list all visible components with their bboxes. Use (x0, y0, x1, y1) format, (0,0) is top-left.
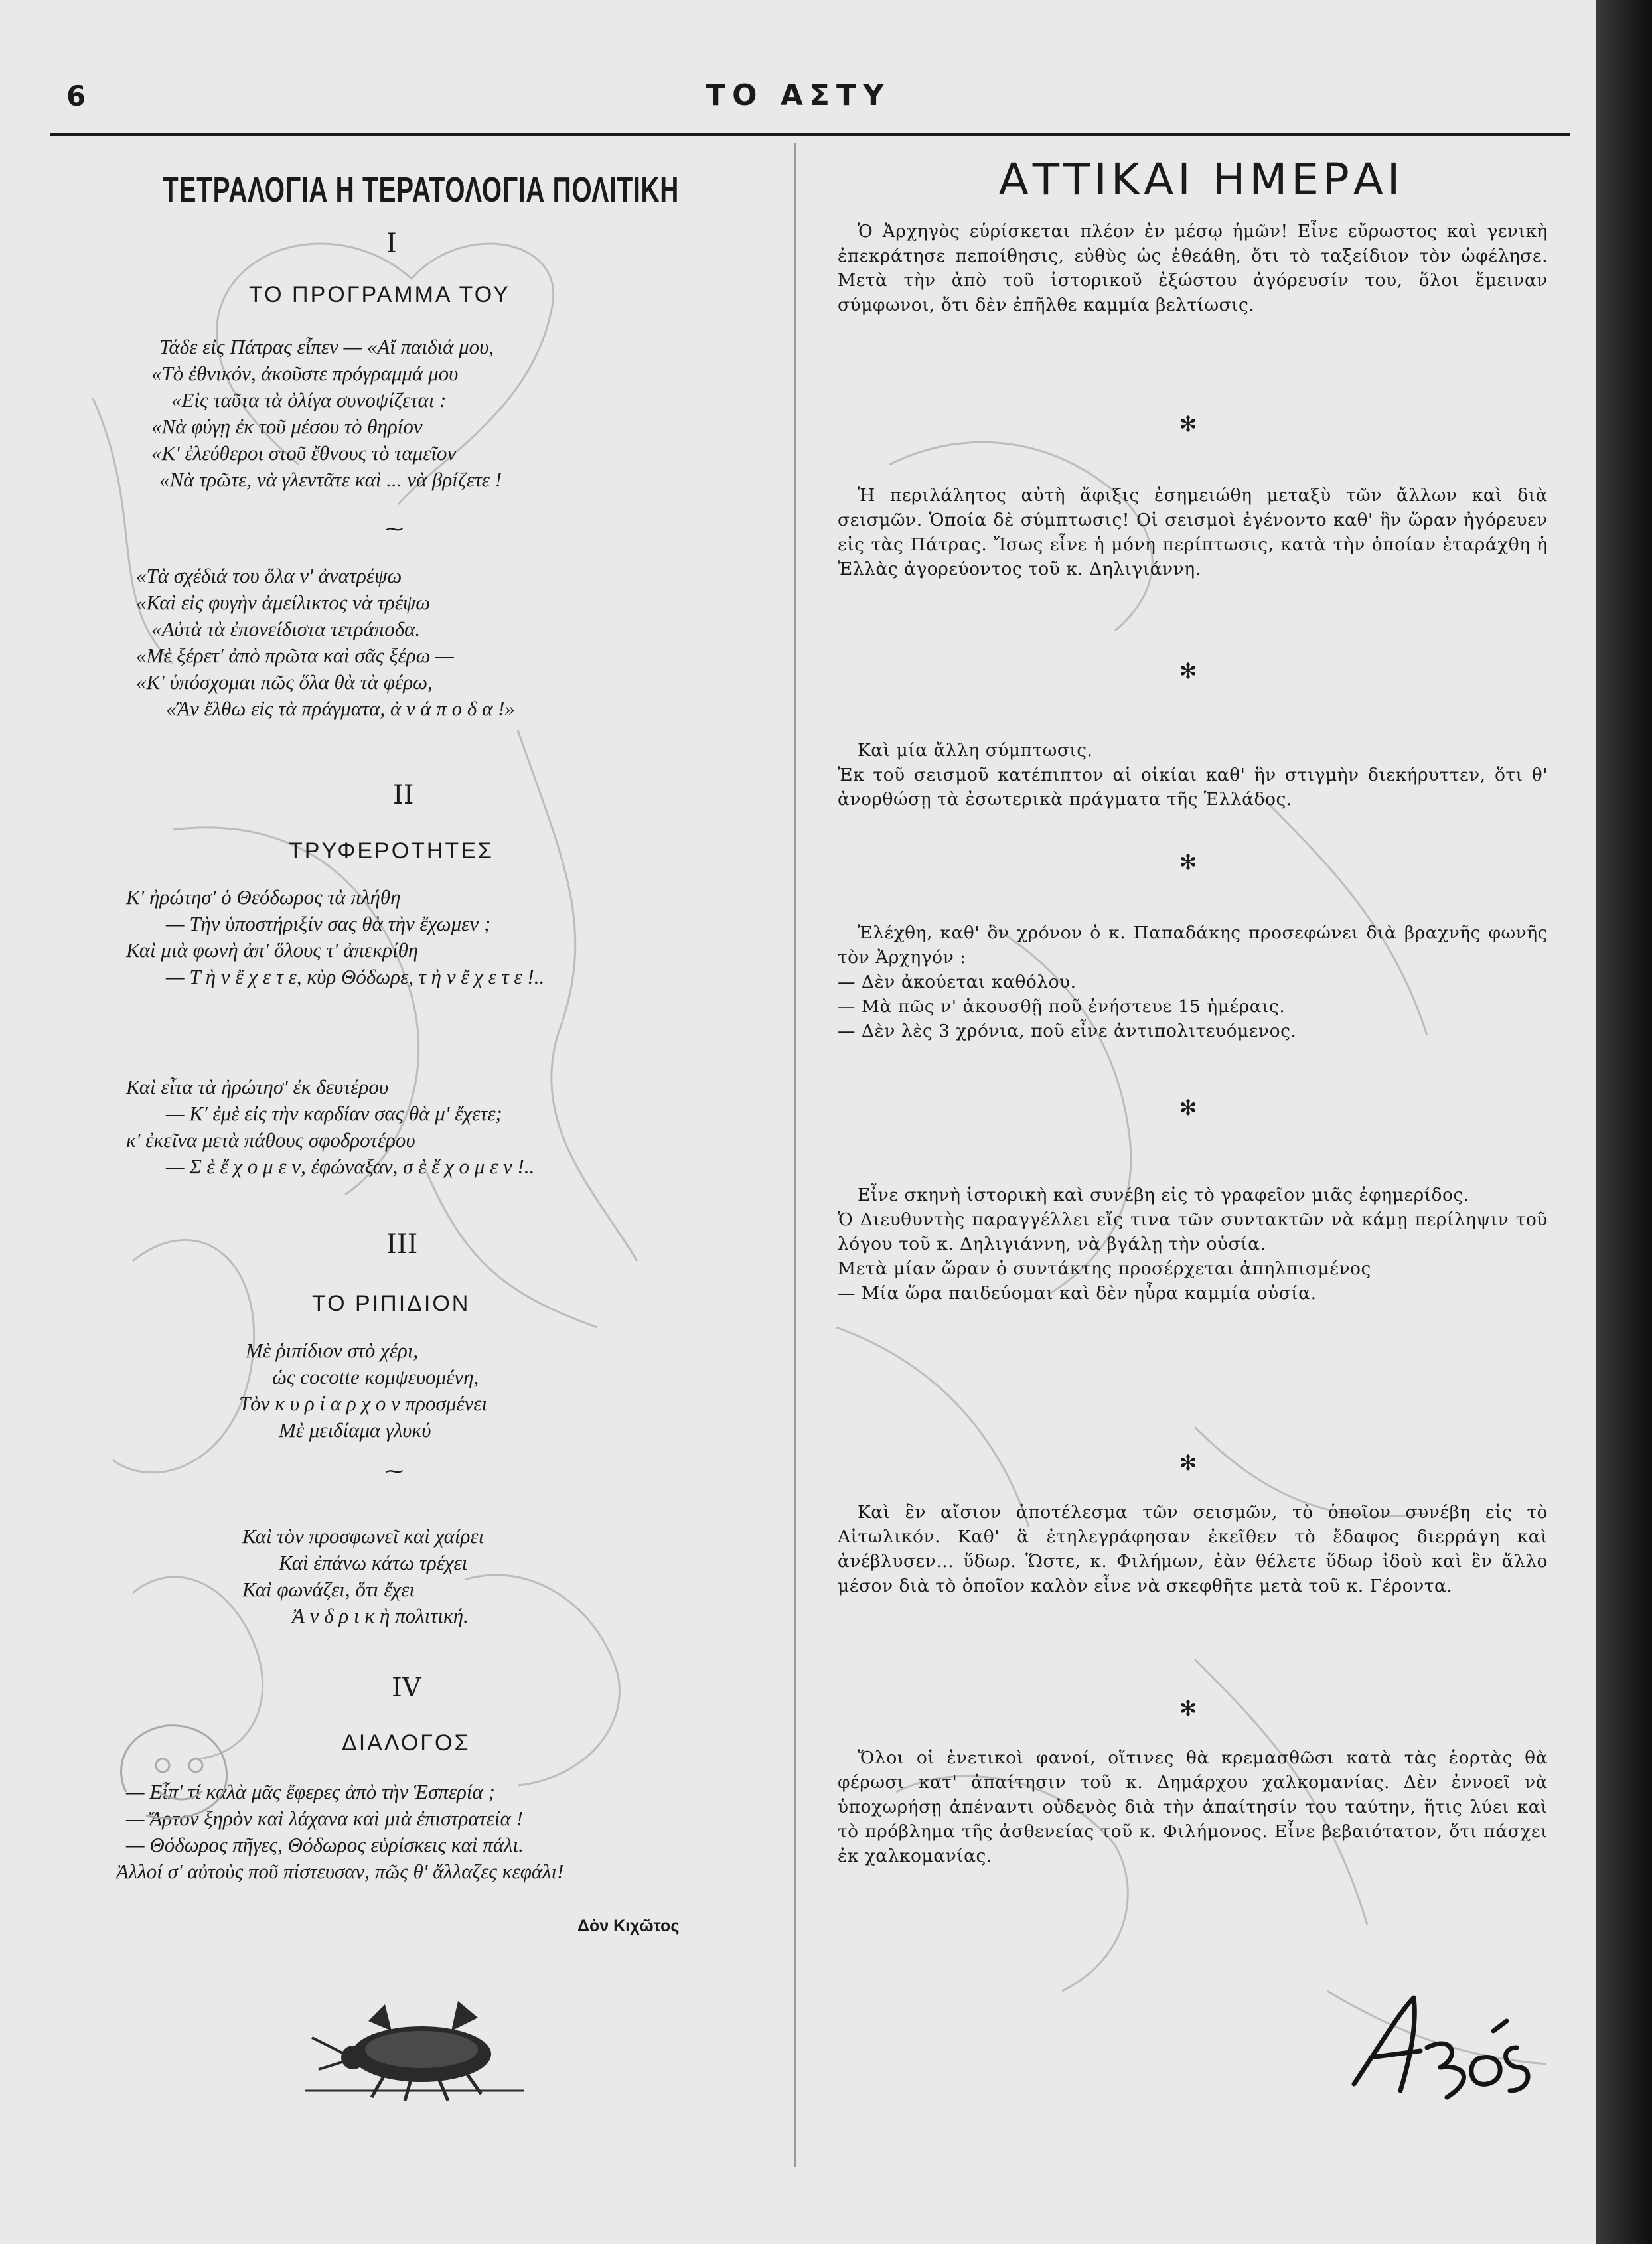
article-paragraph (838, 896, 1548, 1068)
scan-edge-shadow (1596, 0, 1652, 2244)
article-paragraph (838, 483, 1548, 581)
verse-line: — Τ ὴ ν ἔ χ ε τ ε, κὺρ Θόδωρε, τ ὴ ν ἔ χ ε τ ε !.. (166, 965, 545, 988)
page-number: 6 (66, 80, 86, 112)
article-paragraph (838, 713, 1548, 836)
paragraph-text: Εἶνε σκηνὴ ἱστορικὴ καὶ συνέβη εἰς τὸ γραφεῖον μιᾶς ἐφημερίδος. Ὁ Διευθυντὴς παραγγέλλει εἴς τινα τῶν συντακτῶν νὰ κάμῃ περίληψιν τοῦ λόγου τοῦ κ. Δηλιγιάννη, νὰ βγάλῃ τὴν οὐσία. Μετὰ μίαν ὥραν ὁ συντάκτης προσέρχεται ἀπηλπισμένος — Μία ὥρα παιδεύομαι καὶ δὲν ηὗρα καμμία οὐσία. (838, 1185, 1548, 1304)
paragraph-text: Ἡ περιλάλητος αὐτὴ ἄφιξις ἐσημειώθη μεταξὺ τῶν ἄλλων καὶ διὰ σεισμῶν. Ὁποία δὲ σύμπτωσις! Οἱ σεισμοὶ ἐγένοντο καθ' ἣν ὥραν ἠγόρευεν εἰς τὰς Πάτρας. Ἴσως εἶνε ἡ μόνη περίπτωσις, κατὰ τὴν ὁποίαν ἐταράχθη ἡ Ἑλλὰς ἀγορεύοντος τοῦ κ. Δηλιγιάννη. (838, 485, 1548, 579)
separator-star-icon: ✻ (1179, 850, 1197, 875)
verse-line: «Νὰ τρῶτε, νὰ γλεντᾶτε καὶ ... νὰ βρίζετε ! (159, 468, 502, 491)
verse-line: ὡς cocotte κομψευομένη, (272, 1365, 479, 1388)
verse-line: «Κ' ὑπόσχομαι πῶς ὅλα θὰ τὰ φέρω, (136, 670, 433, 694)
verse-line: «Ἂν ἔλθω εἰς τὰ πράγματα, ἀ ν ά π ο δ α !» (166, 697, 515, 720)
verse-line: Καὶ φωνάζει, ὅτι ἔχει (242, 1578, 415, 1601)
verse-line: — Ἄρτον ξηρὸν καὶ λάχανα καὶ μιὰ ἐπιστρατεία ! (126, 1807, 523, 1830)
verse-line: «Καὶ εἰς φυγὴν ἀμείλικτος νὰ τρέψω (136, 591, 431, 614)
verse-line: «Τὰ σχέδιά του ὅλα ν' ἀνατρέψω (136, 564, 402, 587)
handwritten-signature (1341, 1984, 1560, 2104)
verse-line: «Κ' ἐλεύθεροι στοῦ ἔθνους τὸ ταμεῖον (151, 441, 457, 465)
section-heading: ΤΟ ΠΡΟΓΡΑΜΜΑ ΤΟΥ (249, 282, 510, 307)
section-number: Ι (386, 228, 397, 259)
separator-star-icon: ✻ (1179, 1696, 1197, 1721)
verse-line: — Κ' ἐμὲ εἰς τὴν καρδίαν σας θὰ μ' ἔχετε; (166, 1102, 502, 1125)
verse-line: Ἀ ν δ ρ ι κ ὴ πολιτική. (292, 1604, 469, 1627)
verse-line: Καὶ ἐπάνω κάτω τρέχει (279, 1551, 468, 1574)
masthead-title: ΤΟ ΑΣΤΥ (706, 78, 891, 112)
verse-line: Τὸν κ υ ρ ί α ρ χ ο ν προσμένει (239, 1392, 488, 1415)
article-paragraph (838, 1158, 1548, 1330)
verse-line: «Μὲ ξέρετ' ἀπὸ πρῶτα καὶ σᾶς ξέρω — (136, 644, 454, 667)
verse-line: Ἀλλοί σ' αὐτοὺς ποῦ πίστευσαν, πῶς θ' ἄλλαζες κεφάλι! (116, 1860, 564, 1883)
left-author-signature: Δὸν Κιχῶτος (577, 1917, 680, 1935)
column-divider (794, 143, 796, 2167)
verse-line: Τάδε εἰς Πάτρας εἶπεν — «Αἴ παιδιά μου, (159, 335, 494, 358)
verse-line: «Νὰ φύγῃ ἐκ τοῦ μέσου τὸ θηρίον (151, 415, 423, 438)
header-divider (50, 133, 1570, 136)
section-number: ΙΙΙ (386, 1229, 418, 1260)
caricature-face-sketch (100, 1712, 272, 1832)
verse-line: «Τὸ ἐθνικόν, ἀκοῦστε πρόγραμμά μου (151, 362, 459, 385)
verse-line: Μὲ ῥιπίδιον στὸ χέρι, (246, 1339, 419, 1362)
paragraph-text: Καὶ ἓν αἴσιον ἀποτέλεσμα τῶν σεισμῶν, τὸ ὁποῖον συνέβη εἰς τὸ Αἰτωλικόν. Καθ' ἃ ἐτηλεγράφησαν ἐκεῖθεν τὸ ἔδαφος διερράγη καὶ ἀνέβλυσεν... ὕδωρ. Ὥστε, κ. Φιλήμων, ἐὰν θέλετε ὕδωρ ἰδοὺ καὶ ἓν ἄλλο μέσον διὰ τὸ ὁποῖον καλὸν εἶνε νὰ σκεφθῆτε μετὰ τοῦ κ. Γέροντα. (838, 1502, 1548, 1596)
verse-line: Καὶ τὸν προσφωνεῖ καὶ χαίρει (242, 1525, 485, 1548)
section-heading: ΤΟ ΡΙΠΙΔΙΟΝ (312, 1291, 471, 1316)
verse-line: — Εἶπ' τί καλὰ μᾶς ἔφερες ἀπὸ τὴν Ἑσπερία ; (126, 1780, 495, 1803)
verse-line: κ' ἐκεῖνα μετὰ πάθους σφοδροτέρου (126, 1128, 415, 1152)
verse-line: Κ' ἠρώτησ' ὁ Θεόδωρος τὰ πλήθη (126, 885, 401, 909)
verse-line: Καὶ εἶτα τὰ ἠρώτησ' ἐκ δευτέρου (126, 1075, 389, 1098)
separator-star-icon: ✻ (1179, 1450, 1197, 1475)
separator-star-icon: ✻ (1179, 411, 1197, 437)
separator-star-icon: ✻ (1179, 1095, 1197, 1120)
section-number: ΙΙ (393, 780, 414, 810)
article-paragraph (838, 1500, 1548, 1598)
left-article-title: ΤΕΤΡΑΛΟΓΙΑ Η ΤΕΡΑΤΟΛΟΓΙΑ ΠΟΛΙΤΙΚΗ (163, 170, 680, 210)
article-paragraph (838, 1746, 1548, 1868)
article-paragraph (838, 219, 1548, 317)
verse-line: Μὲ μειδίαμα γλυκύ (279, 1418, 431, 1442)
paragraph-text: Καὶ μία ἄλλη σύμπτωσις. Ἐκ τοῦ σεισμοῦ κατέπιπτον αἱ οἰκίαι καθ' ἣν στιγμὴν διεκήρυττεν, ὅτι θ' ἀνορθώσῃ τὰ ἐσωτερικὰ πράγματα τῆς Ἑλλάδος. (838, 740, 1548, 810)
section-number: ΙV (392, 1673, 421, 1703)
section-heading: ΤΡΥΦΕΡΟΤΗΤΕΣ (289, 838, 494, 863)
ornament-divider: ⁓ (385, 1460, 404, 1482)
verse-line: — Θόδωρος πῆγες, Θόδωρος εὑρίσκεις καὶ πάλι. (126, 1833, 524, 1856)
verse-line: — Σ ὲ ἔ χ ο μ ε ν, ἐφώναξαν, σ ὲ ἔ χ ο μ ε ν !.. (166, 1155, 535, 1178)
section-heading: ΔΙΑΛΟΓΟΣ (342, 1730, 471, 1756)
verse-line: «Αὐτὰ τὰ ἐπονείδιστα τετράποδα. (151, 617, 421, 640)
right-article-title: ΑΤΤΙΚΑΙ ΗΜΕΡΑΙ (998, 154, 1404, 205)
paragraph-text: Ἐλέχθη, καθ' ὃν χρόνον ὁ κ. Παπαδάκης προσεφώνει διὰ βραχνῆς φωνῆς τὸν Ἀρχηγόν : — Δὲν ἀκούεται καθόλου. — Μὰ πῶς ν' ἀκουσθῇ ποῦ ἐνήστευε 15 ἡμέραις. — Δὲν λὲς 3 χρόνια, ποῦ εἶνε ἀντιπολιτευόμενος. (838, 923, 1548, 1041)
paragraph-text: Ὅλοι οἱ ἑνετικοὶ φανοί, οἵτινες θὰ κρεμασθῶσι κατὰ τὰς ἑορτὰς θὰ φέρωσι κατ' ἀπαίτησιν τοῦ κ. Δημάρχου χαλκομανίας. Δὲν ἐννοεῖ νὰ ὑποχωρήσῃ ἀπέναντι οὐδενὸς διὰ τὴν ἀπαίτησίν του ταύτην, ἥτις λύει καὶ τὸ πρόβλημα τῆς ἀσθενείας τοῦ κ. Φιλήμονος. Εἶνε βεβαιότατον, ὅτι πάσχει ἐκ χαλκομανίας. (838, 1748, 1548, 1866)
verse-line: — Τὴν ὑποστήριξίν σας θὰ τὴν ἔχωμεν ; (166, 912, 491, 935)
verse-line: Καὶ μιὰ φωνὴ ἀπ' ὅλους τ' ἀπεκρίθη (126, 938, 419, 962)
verse-line: «Εἰς ταῦτα τὰ ὀλίγα συνοψίζεται : (171, 388, 447, 411)
ornament-divider: ⁓ (385, 518, 404, 540)
separator-star-icon: ✻ (1179, 658, 1197, 684)
beetle-illustration-icon (305, 1991, 524, 2104)
paragraph-text: Ὁ Ἀρχηγὸς εὑρίσκεται πλέον ἐν μέσῳ ἡμῶν! Εἶνε εὔρωστος καὶ γενικὴ ἐπεκράτησε πεποίθησις, εὐθὺς ὡς ἐθεάθη, ὅτι τὸ ταξείδιον τὸν ὠφέλησε. Μετὰ τὴν ἀπὸ τοῦ ἱστορικοῦ ἐξώστου ἀγόρευσίν του, ὅλοι ἔμειναν σύμφωνοι, ὅτι δὲν ἐπῆλθε καμμία βελτίωσις. (838, 221, 1548, 315)
